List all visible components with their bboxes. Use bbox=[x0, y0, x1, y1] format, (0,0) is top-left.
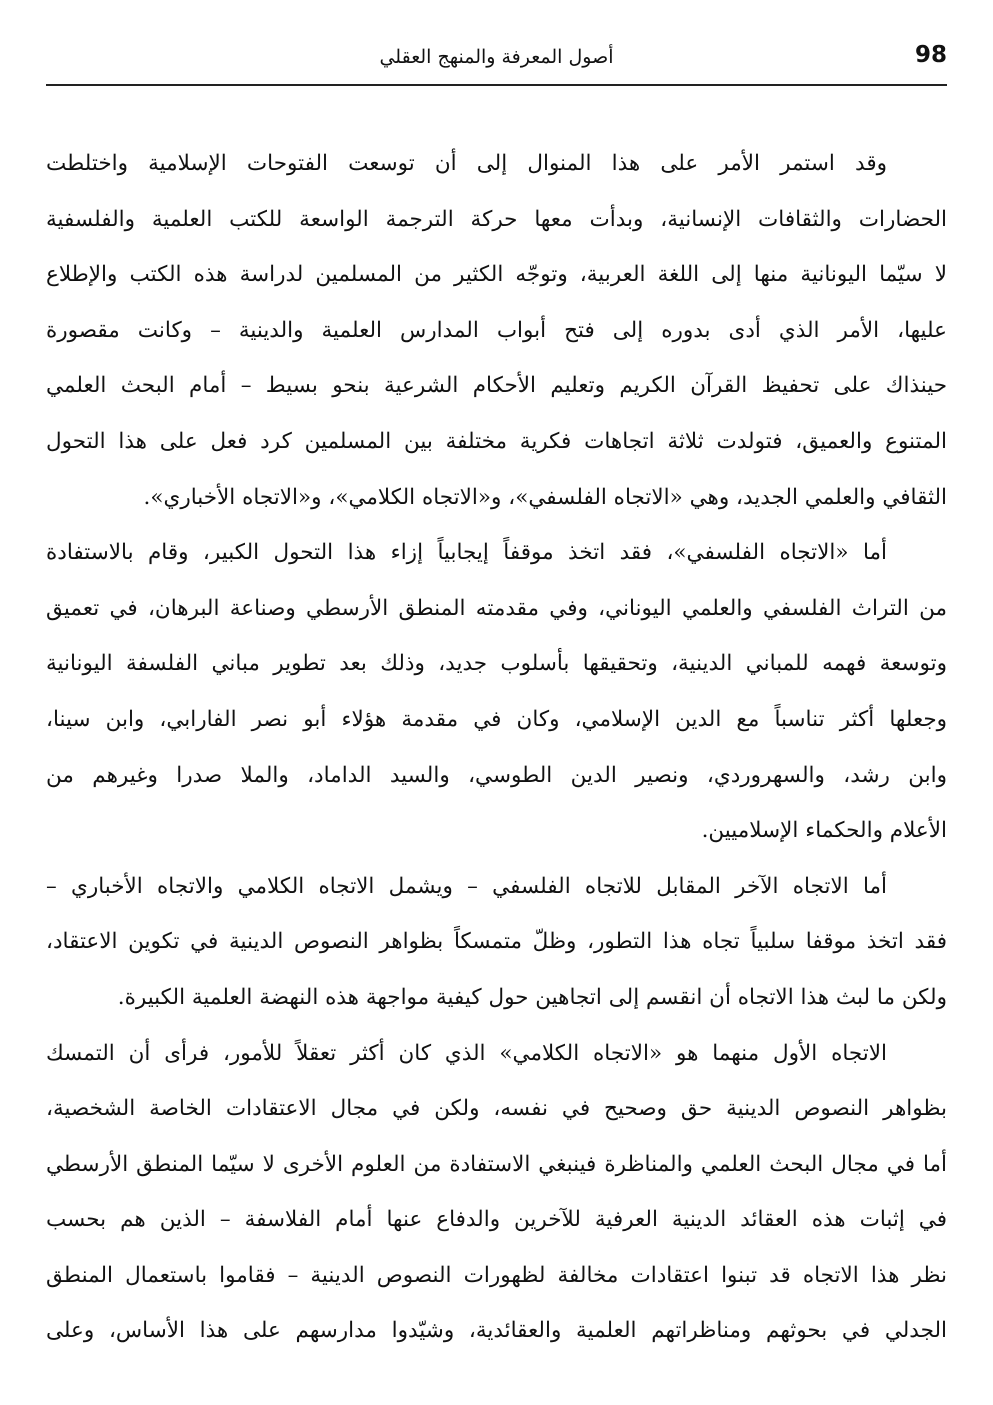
body-text bbox=[46, 136, 947, 1359]
text-line: أما «الاتجاه الفلسفي»، فقد اتخذ موقفاً إيجابياً إزاء هذا التحول الكبير، وقام بالاستفادة bbox=[46, 540, 887, 566]
text-line: الاتجاه الأول منهما هو «الاتجاه الكلامي» الذي كان أكثر تعقلاً للأمور، فرأى أن التمسك bbox=[46, 1040, 887, 1066]
paragraph bbox=[46, 859, 947, 1026]
text-line: الثقافي والعلمي الجديد، وهي «الاتجاه الفلسفي»، و«الاتجاه الكلامي»، و«الاتجاه الأخباري». bbox=[143, 484, 947, 510]
text-line: الأعلام والحكماء الإسلاميين. bbox=[701, 818, 947, 844]
text-line: الحضارات والثقافات الإنسانية، وبدأت معها حركة الترجمة الواسعة للكتب العلمية والفلسفية bbox=[46, 206, 947, 232]
text-line: فقد اتخذ موقفا سلبياً تجاه هذا التطور، وظلّ متمسكاً بظواهر النصوص الدينية في تكوين الاعتقاد، bbox=[46, 929, 947, 955]
text-line: لا سيّما اليونانية منها إلى اللغة العربية، وتوجّه الكثير من المسلمين لدراسة هذه الكتب والإطلاع bbox=[46, 262, 947, 288]
paragraph bbox=[46, 525, 947, 859]
text-line: حينذاك على تحفيظ القرآن الكريم وتعليم الأحكام الشرعية بنحو بسيط – أمام البحث العلمي bbox=[46, 373, 947, 399]
text-line: وتوسعة فهمه للمباني الدينية، وتحقيقها بأسلوب جديد، وذلك بعد تطوير مباني الفلسفة اليونانية bbox=[46, 651, 947, 677]
text-line: الجدلي في بحوثهم ومناظراتهم العلمية والعقائدية، وشيّدوا مدارسهم على هذا الأساس، وعلى bbox=[46, 1318, 947, 1344]
text-line: وابن رشد، والسهروردي، ونصير الدين الطوسي، والسيد الداماد، والملا صدرا وغيرهم من bbox=[46, 762, 947, 788]
paragraph bbox=[46, 136, 947, 525]
page-number: 98 bbox=[914, 42, 947, 68]
paragraph bbox=[46, 1026, 947, 1360]
text-line: نظر هذا الاتجاه قد تبنوا اعتقادات مخالفة لظهورات النصوص الدينية – فقاموا باستعمال المنطق bbox=[46, 1262, 947, 1288]
text-line: في إثبات هذه العقائد الدينية العرفية للآخرين والدفاع عنها أمام الفلاسفة – الذين هم بحسب bbox=[46, 1207, 947, 1233]
page-header bbox=[46, 40, 947, 86]
running-title: أصول المعرفة والمنهج العقلي bbox=[379, 46, 614, 68]
text-line: بظواهر النصوص الدينية حق وصحيح في نفسه، ولكن في مجال الاعتقادات الخاصة الشخصية، bbox=[46, 1096, 947, 1122]
text-line: المتنوع والعميق، فتولدت ثلاثة اتجاهات فكرية مختلفة بين المسلمين كرد فعل على هذا التحول bbox=[46, 428, 947, 454]
text-line: أما في مجال البحث العلمي والمناظرة فينبغي الاستفادة من العلوم الأخرى لا سيّما المنطق الأرسطي bbox=[46, 1151, 947, 1177]
text-line: ولكن ما لبث هذا الاتجاه أن انقسم إلى اتجاهين حول كيفية مواجهة هذه النهضة العلمية الكبيرة. bbox=[117, 984, 947, 1010]
text-line: من التراث الفلسفي والعلمي اليوناني، وفي مقدمته المنطق الأرسطي وصناعة البرهان، في تعميق bbox=[46, 595, 947, 621]
text-line: وجعلها أكثر تناسباً مع الدين الإسلامي، وكان في مقدمة هؤلاء أبو نصر الفارابي، وابن سينا، bbox=[46, 706, 947, 732]
text-line: أما الاتجاه الآخر المقابل للاتجاه الفلسفي – ويشمل الاتجاه الكلامي والاتجاه الأخباري – bbox=[46, 873, 887, 899]
text-line: وقد استمر الأمر على هذا المنوال إلى أن توسعت الفتوحات الإسلامية واختلطت bbox=[46, 151, 887, 176]
text-line: عليها، الأمر الذي أدى بدوره إلى فتح أبواب المدارس العلمية والدينية – وكانت مقصورة bbox=[46, 317, 947, 343]
